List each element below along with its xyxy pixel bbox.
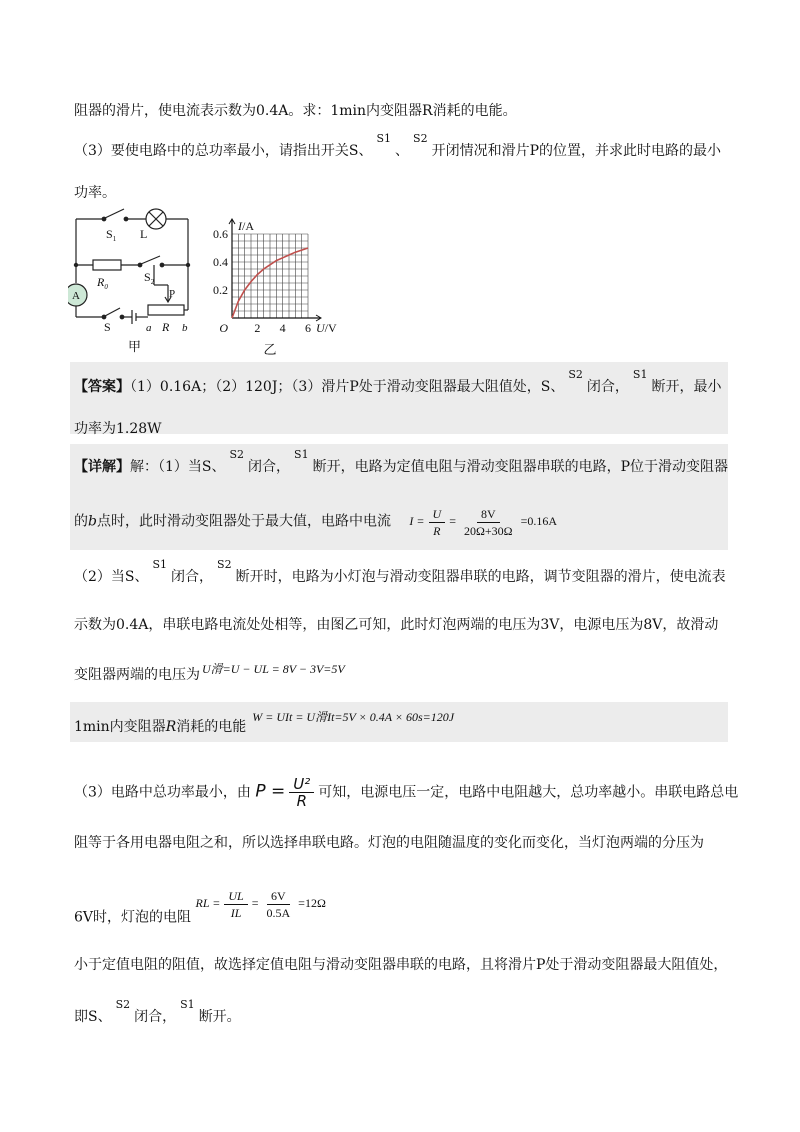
y-tick-label: 0.4: [213, 255, 228, 269]
q3-s2: S2: [413, 132, 428, 145]
eq1-d1: R: [433, 524, 441, 538]
eq4-lhs: RL =: [195, 896, 221, 911]
iu-chart: [210, 208, 350, 358]
y-axis-label: I/A: [238, 219, 254, 233]
y-tick-label: 0.2: [213, 283, 228, 297]
detail-s2: S2: [229, 448, 245, 461]
detail-p3-line5-post: 断开。: [198, 1009, 241, 1025]
detail-line2-pre: 的: [74, 513, 88, 530]
equation-energy: W = UIt = U滑It=5V × 0.4A × 60s=120J: [252, 710, 455, 724]
detail-p3-line-1: [74, 776, 738, 809]
label-s1: $S_1$: [106, 227, 117, 243]
eq4-d2: 0.5A: [266, 906, 291, 920]
detail-p2-line-2: 示数为0.4A，串联电路电流处处相等，由图乙可知，此时灯泡两端的电压为3V，电源电压为8V，故滑动: [74, 617, 719, 633]
p3-formula-den: R: [296, 792, 307, 810]
caption-yi: 乙: [263, 342, 277, 357]
answer-p2: 断开，最小: [651, 379, 722, 395]
detail-p2-post: 断开时，电路为小灯泡与滑动变阻器串联的电路，调节变阻器的滑片，使电流表: [235, 569, 726, 585]
answer-line-1: [74, 368, 722, 396]
eq1-mid: =: [449, 514, 456, 529]
caption-jia: 甲: [128, 339, 142, 354]
eq4-n1: UL: [224, 888, 247, 905]
equation-resistance: [195, 889, 326, 920]
detail-p3-line-5: [74, 998, 241, 1026]
detail-p3-post: 可知，电源电压一定，电路中电阻越大，总功率越小。串联电路总电: [318, 784, 739, 801]
eq4-mid: =: [251, 896, 259, 911]
p3-formula-lhs: P =: [255, 781, 286, 802]
circuit-diagram: [68, 205, 208, 355]
detail-p1b: 闭合，: [248, 459, 291, 475]
detail-p3-line5-s1: S1: [180, 998, 195, 1011]
detail-p3-line5-pre: 即S、: [74, 1009, 112, 1025]
x-tick-label: 6: [305, 321, 311, 335]
detail-p2-s2: S2: [217, 558, 232, 571]
eq4-n2: 6V: [267, 888, 290, 905]
detail-p3-line3-text: 6V时，灯泡的电阻: [74, 909, 192, 926]
q3-prefix: （3）要使电路中的总功率最小，请指出开关S、: [74, 143, 373, 159]
question-line-1: 阻器的滑片，使电流表示数为0.4A。求：1min内变阻器R消耗的电能。: [74, 103, 517, 119]
question-3-end: 功率。: [74, 185, 116, 201]
detail-p3-line5-s2: S2: [115, 998, 131, 1011]
detail-p2-line4-r: R: [165, 719, 177, 735]
eq1-n1: U: [429, 506, 446, 523]
detail-p2-line3-text: 变阻器两端的电压为: [74, 667, 200, 683]
x-tick-label: 4: [279, 321, 286, 335]
x-axis-label: U/V: [316, 321, 337, 335]
label-a-circle: A: [72, 290, 80, 302]
eq1-n2: 8V: [477, 506, 500, 523]
detail-p2-line4-pre: 1min内变阻器: [74, 719, 166, 735]
detail-p3-line-2: 阻等于各用电器电阻之和，所以选择串联电路。灯泡的电阻随温度的变化而变化，当灯泡两端的分压为: [74, 835, 704, 851]
x-tick-label: 2: [254, 321, 261, 335]
y-tick-label: 0.6: [213, 227, 228, 241]
label-l: L: [140, 227, 148, 241]
question-3-line: [74, 132, 722, 160]
detail-line-1: [74, 448, 729, 476]
detail-p2-pre: （2）当S、: [74, 569, 149, 585]
eq1-lhs: I =: [409, 514, 425, 529]
eq4-d1: IL: [230, 906, 242, 920]
eq1-rhs: =0.16A: [520, 514, 558, 529]
answer-p1: （1）0.16A；（2）120J；（3）滑片P处于滑动变阻器最大阻值处，S、: [130, 379, 565, 395]
detail-p2-line-4: [74, 710, 455, 736]
equation-voltage: U滑=U − UL = 8V − 3V=5V: [202, 662, 345, 676]
detail-p2-s1: S1: [152, 558, 168, 571]
detail-p3-pre: （3）电路中总功率最小，由: [74, 784, 251, 801]
answer-tag: 【答案】: [74, 379, 130, 395]
detail-p2-line-3: [74, 664, 345, 684]
label-b: b: [182, 322, 188, 334]
label-s: S: [104, 320, 111, 334]
label-p: P: [169, 288, 176, 300]
label-r: R: [162, 320, 170, 334]
answer-line-2: 功率为1.28W: [74, 421, 162, 437]
answer-s1: S1: [632, 368, 648, 381]
q3-sep: 、: [395, 143, 410, 159]
answer-box: [70, 362, 728, 434]
answer-mid: 闭合，: [586, 379, 629, 395]
eq1-d2: 20Ω+30Ω: [463, 524, 513, 538]
label-a-end: a: [146, 322, 152, 334]
detail-p3-line5-mid: 闭合，: [134, 1009, 177, 1025]
detail-tag: 【详解】: [74, 459, 130, 475]
answer-s2: S2: [568, 368, 583, 381]
detail-p2-mid: 闭合，: [171, 569, 214, 585]
label-s2: $S_2$: [144, 270, 155, 286]
detail-s1: S1: [294, 448, 309, 461]
detail-p2-line-1: [74, 558, 726, 586]
q3-suffix: 开闭情况和滑片P的位置，并求此时电路的最小: [431, 143, 722, 159]
detail-line2-post: 点时，此时滑动变阻器处于最大值，电路中电流: [96, 513, 391, 530]
p3-formula-num: U²: [289, 776, 314, 793]
detail-p1c: 断开，电路为定值电阻与滑动变阻器串联的电路，P位于滑动变阻器: [312, 459, 729, 475]
origin-label: O: [219, 321, 228, 335]
detail-p1: 解：（1）当S、: [130, 459, 226, 475]
detail-line-2: [74, 506, 557, 539]
detail-p2-line4-post: 消耗的电能: [176, 719, 247, 735]
q3-s1: S1: [376, 132, 392, 145]
label-r0: $R_0$: [97, 275, 108, 291]
detail-p3-line-4: 小于定值电阻的阻值，故选择定值电阻与滑动变阻器串联的电路，且将滑片P处于滑动变阻器最大阻值处，: [74, 957, 728, 973]
eq4-rhs: =12Ω: [298, 896, 326, 911]
detail-line2-b: b: [88, 513, 97, 530]
detail-p3-line-3: [74, 889, 326, 935]
